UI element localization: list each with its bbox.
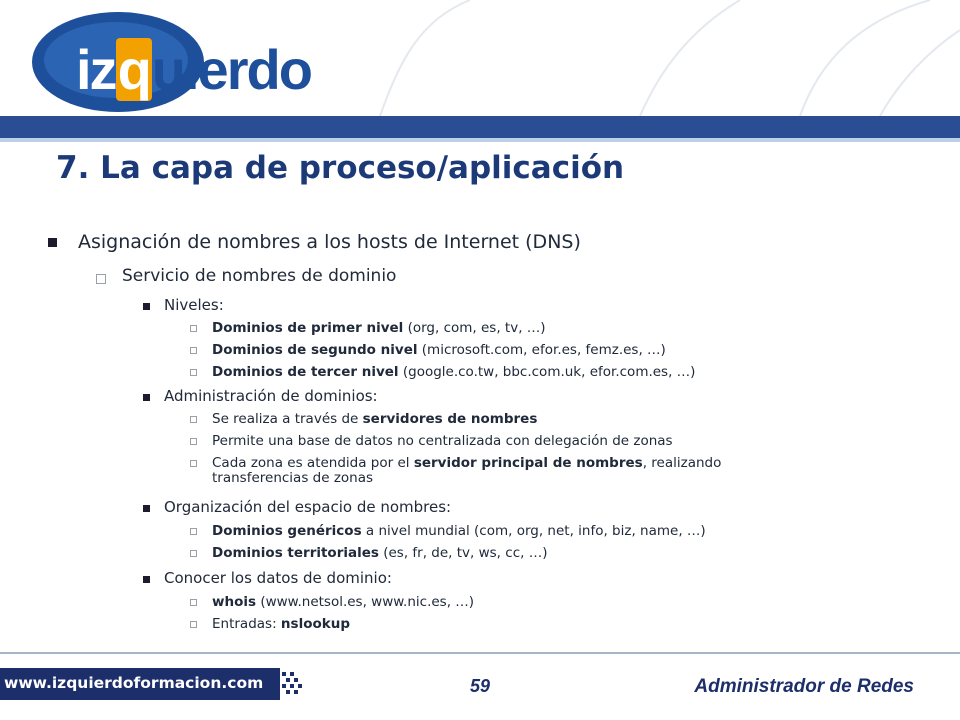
bullet-square (143, 576, 150, 583)
list-item (212, 342, 666, 358)
item-bold: servidor principal de nombres (413, 455, 643, 471)
item-text: (www.netsol.es, www.nic.es, …) (256, 594, 475, 610)
logo-text-main: iz (76, 38, 116, 101)
item-bold: Dominios territoriales (212, 545, 379, 561)
footer-course-title: Administrador de Redes (694, 676, 914, 697)
item-text: (es, fr, de, tv, ws, cc, …) (378, 545, 548, 561)
item-bold: Dominios de tercer nivel (212, 364, 399, 380)
item-text: (google.co.tw, bbc.com.uk, efor.com.es, …) (398, 364, 696, 380)
footer-dots-icon (280, 668, 310, 700)
company-logo (22, 6, 311, 116)
bullet-hollow-square (190, 347, 197, 354)
bullet-hollow-square (190, 416, 197, 423)
bullet-hollow-square (190, 369, 197, 376)
bullet-hollow-square (190, 550, 197, 557)
list-item (212, 411, 537, 427)
page-number: 59 (469, 676, 491, 696)
item-text: (org, com, es, tv, …) (403, 320, 546, 336)
footer-divider (0, 652, 960, 654)
list-item (212, 523, 706, 539)
logo-text-highlight: q (117, 38, 150, 101)
bullet-hollow-square (190, 528, 197, 535)
list-item (212, 594, 474, 610)
subheading-servicio: Servicio de nombres de dominio (122, 266, 397, 286)
bullet-hollow-square (96, 274, 106, 284)
header-band-line (0, 138, 960, 142)
header-band (0, 116, 960, 138)
item-bold: nslookup (280, 616, 350, 632)
label-administracion: Administración de dominios: (164, 387, 378, 405)
bullet-hollow-square (190, 460, 197, 467)
logo-text-rest: uierdo (151, 38, 311, 101)
list-item-continuation: transferencias de zonas (212, 470, 374, 486)
bullet-square (143, 394, 150, 401)
bullet-square (143, 303, 150, 310)
bullet-hollow-square (190, 599, 197, 606)
item-text: Cada zona es atendida por el (212, 455, 414, 471)
item-bold: Dominios de primer nivel (212, 320, 404, 336)
item-bold: Dominios genéricos (212, 523, 362, 539)
item-bold: whois (212, 594, 257, 610)
item-bold: Dominios de segundo nivel (212, 342, 418, 358)
bullet-square (48, 238, 57, 247)
list-item (212, 364, 695, 380)
item-text: (microsoft.com, efor.es, femz.es, …) (417, 342, 666, 358)
label-niveles: Niveles: (164, 296, 224, 314)
logo-wordmark (76, 38, 311, 101)
item-text: , realizando (642, 455, 722, 471)
footer-url: www.izquierdoformacion.com (4, 674, 264, 692)
list-item (212, 616, 350, 632)
list-item (212, 320, 546, 336)
item-text: a nivel mundial (com, org, net, info, biz, name, …) (361, 523, 706, 539)
bullet-hollow-square (190, 325, 197, 332)
bullet-hollow-square (190, 621, 197, 628)
list-item (212, 455, 721, 471)
bullet-square (143, 505, 150, 512)
list-item (212, 545, 547, 561)
item-bold: servidores de nombres (362, 411, 538, 427)
item-text: Se realiza a través de (212, 411, 363, 427)
label-conocer: Conocer los datos de dominio: (164, 569, 392, 587)
heading-dns: Asignación de nombres a los hosts de Internet (DNS) (78, 231, 581, 253)
list-item: Permite una base de datos no centralizada con delegación de zonas (212, 433, 673, 449)
label-organizacion: Organización del espacio de nombres: (164, 498, 452, 516)
item-text: Entradas: (212, 616, 281, 632)
bullet-hollow-square (190, 438, 197, 445)
slide-title: 7. La capa de proceso/aplicación (56, 150, 625, 186)
